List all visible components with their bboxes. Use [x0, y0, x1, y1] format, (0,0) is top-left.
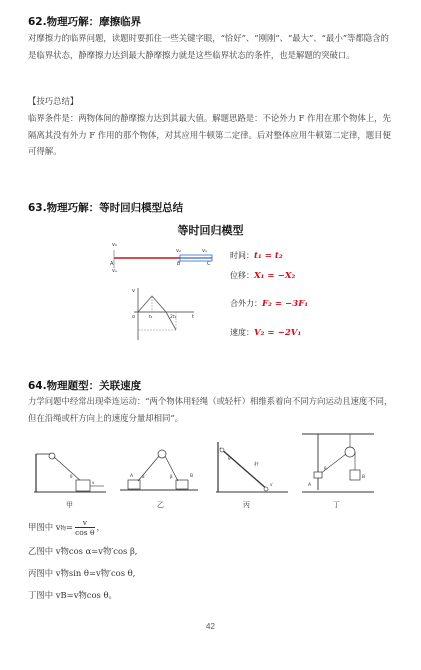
yi-alpha-label: α [142, 474, 145, 479]
bing-bottom-end [264, 487, 268, 491]
graph-2t1-label: 2t₁ [170, 315, 177, 320]
label-va: vₐ [112, 268, 117, 274]
label-b: B [177, 261, 181, 267]
bing-theta-label: θ [228, 456, 231, 461]
equation-displacement [230, 270, 295, 281]
formula-jia: 甲图中 v物= $\frac{v}{\text{cos θ}}$ ， [28, 518, 105, 537]
ding-label-b: B [362, 475, 366, 480]
equation-time-label: 时间： [230, 251, 254, 260]
jia-theta-label: θ [70, 474, 73, 479]
ding-pulley [345, 447, 355, 457]
tip-summary-label: 【技巧总结】 [28, 96, 79, 106]
figure-jia [30, 440, 110, 496]
yi-label-a: A [130, 474, 134, 479]
ding-theta-label: θ [324, 466, 327, 471]
equation-force-label: 合外力： [230, 299, 262, 308]
formula-bing: 丙图中 v物sin θ=v物′cos θ, [28, 568, 136, 578]
yi-label-b: B [190, 474, 194, 479]
page-number: 42 [206, 622, 215, 631]
formula-yi: 乙图中 v物cos α=v物′cos β, [28, 546, 138, 556]
equation-velocity-label: 速度： [230, 328, 254, 337]
bing-rod [220, 448, 268, 490]
label-a: A [110, 261, 114, 267]
figure-ding [298, 430, 378, 496]
figure-title: 等时回归模型 [177, 224, 244, 237]
formula-jia-denominator: cos θ [75, 528, 95, 537]
equation-displacement-value: X₁ = −X₂ [254, 271, 296, 281]
caption-bing: 丙 [243, 501, 250, 509]
equation-displacement-label: 位移： [230, 271, 254, 280]
jia-block [76, 480, 90, 491]
ding-label-a: A [308, 483, 312, 488]
bing-rod-label: 杆 [254, 462, 260, 468]
graph-t1-label: t₁ [149, 315, 153, 320]
caption-yi: 乙 [157, 501, 164, 509]
caption-jia: 甲 [66, 501, 73, 509]
velocity-line [138, 296, 176, 330]
graph-t-label: t [192, 314, 194, 320]
section-62-summary: 临界条件是：两物体间的静摩擦力达到其最大值。解题思路是：不论外力 F 作用在那个物体上，先隔离其没有外力 F 作用的那个物体，对其应用牛顿第二定律。后对整体应用牛顿第二定律，题目便可得解。 [28, 113, 391, 156]
ding-block [350, 470, 360, 480]
equation-velocity [230, 327, 301, 338]
section-title-64: 64.物理题型：关联速度 [28, 380, 142, 392]
equation-time [230, 250, 283, 261]
yi-pulley [158, 450, 166, 458]
ding-ring [314, 472, 322, 478]
equation-force-value: F₂ = −3F₁ [262, 299, 309, 309]
yi-block-a [128, 480, 140, 489]
jia-v-label: v [92, 480, 95, 485]
formula-jia-numerator: v [75, 518, 94, 528]
yi-beta-label: β [170, 474, 173, 479]
label-vc: v₁ [202, 248, 207, 254]
figure-yi [118, 440, 200, 496]
jia-rope [54, 457, 82, 482]
formula-jia-sub: 物 [60, 526, 67, 532]
yi-block-b [176, 480, 188, 489]
label-vb: v₂ [176, 248, 181, 254]
section-64-paragraph: 力学问题中经常出现牵连运动：“两个物体用轻绳（或轻杆）相维系着向不同方向运动且速度不同，但在沿绳或杆方向上的速度分量却相同”。 [28, 396, 393, 423]
graph-origin-label: o [132, 314, 136, 320]
equation-time-value: t₁ = t₂ [254, 251, 283, 261]
equation-force [230, 298, 308, 309]
jia-pulley [49, 453, 55, 459]
motion-diagram [110, 240, 220, 274]
graph-v-label: v [132, 288, 135, 294]
formula-jia-prefix: 甲图中 v [28, 522, 61, 532]
section-title-62: 62.物理巧解：摩擦临界 [28, 16, 142, 28]
figure-bing [208, 438, 290, 496]
ding-rope [320, 454, 346, 474]
section-62-paragraph: 对摩擦力的临界问题，读题时要抓住一些关键字眼，“恰好”、“刚刚”、“最大”、“最小”等都隐含的是临界状态，静摩擦力达到最大静摩擦力就是这些临界状态的条件，也是解题的突破口。 [28, 33, 389, 60]
equation-velocity-value: V₂ = −2V₁ [254, 328, 302, 338]
caption-ding: 丁 [333, 501, 340, 509]
label-v0: v₀ [112, 242, 117, 248]
label-c: C [207, 261, 211, 267]
section-title-63: 63.物理巧解：等时回归模型总结 [28, 202, 184, 214]
bing-vprime-label: v′ [270, 482, 274, 487]
vt-graph [128, 284, 198, 344]
formula-jia-tail: ， [96, 522, 105, 532]
bing-top-end [220, 448, 224, 452]
formula-ding: 丁图中 vB=v物cos θ。 [28, 590, 117, 600]
